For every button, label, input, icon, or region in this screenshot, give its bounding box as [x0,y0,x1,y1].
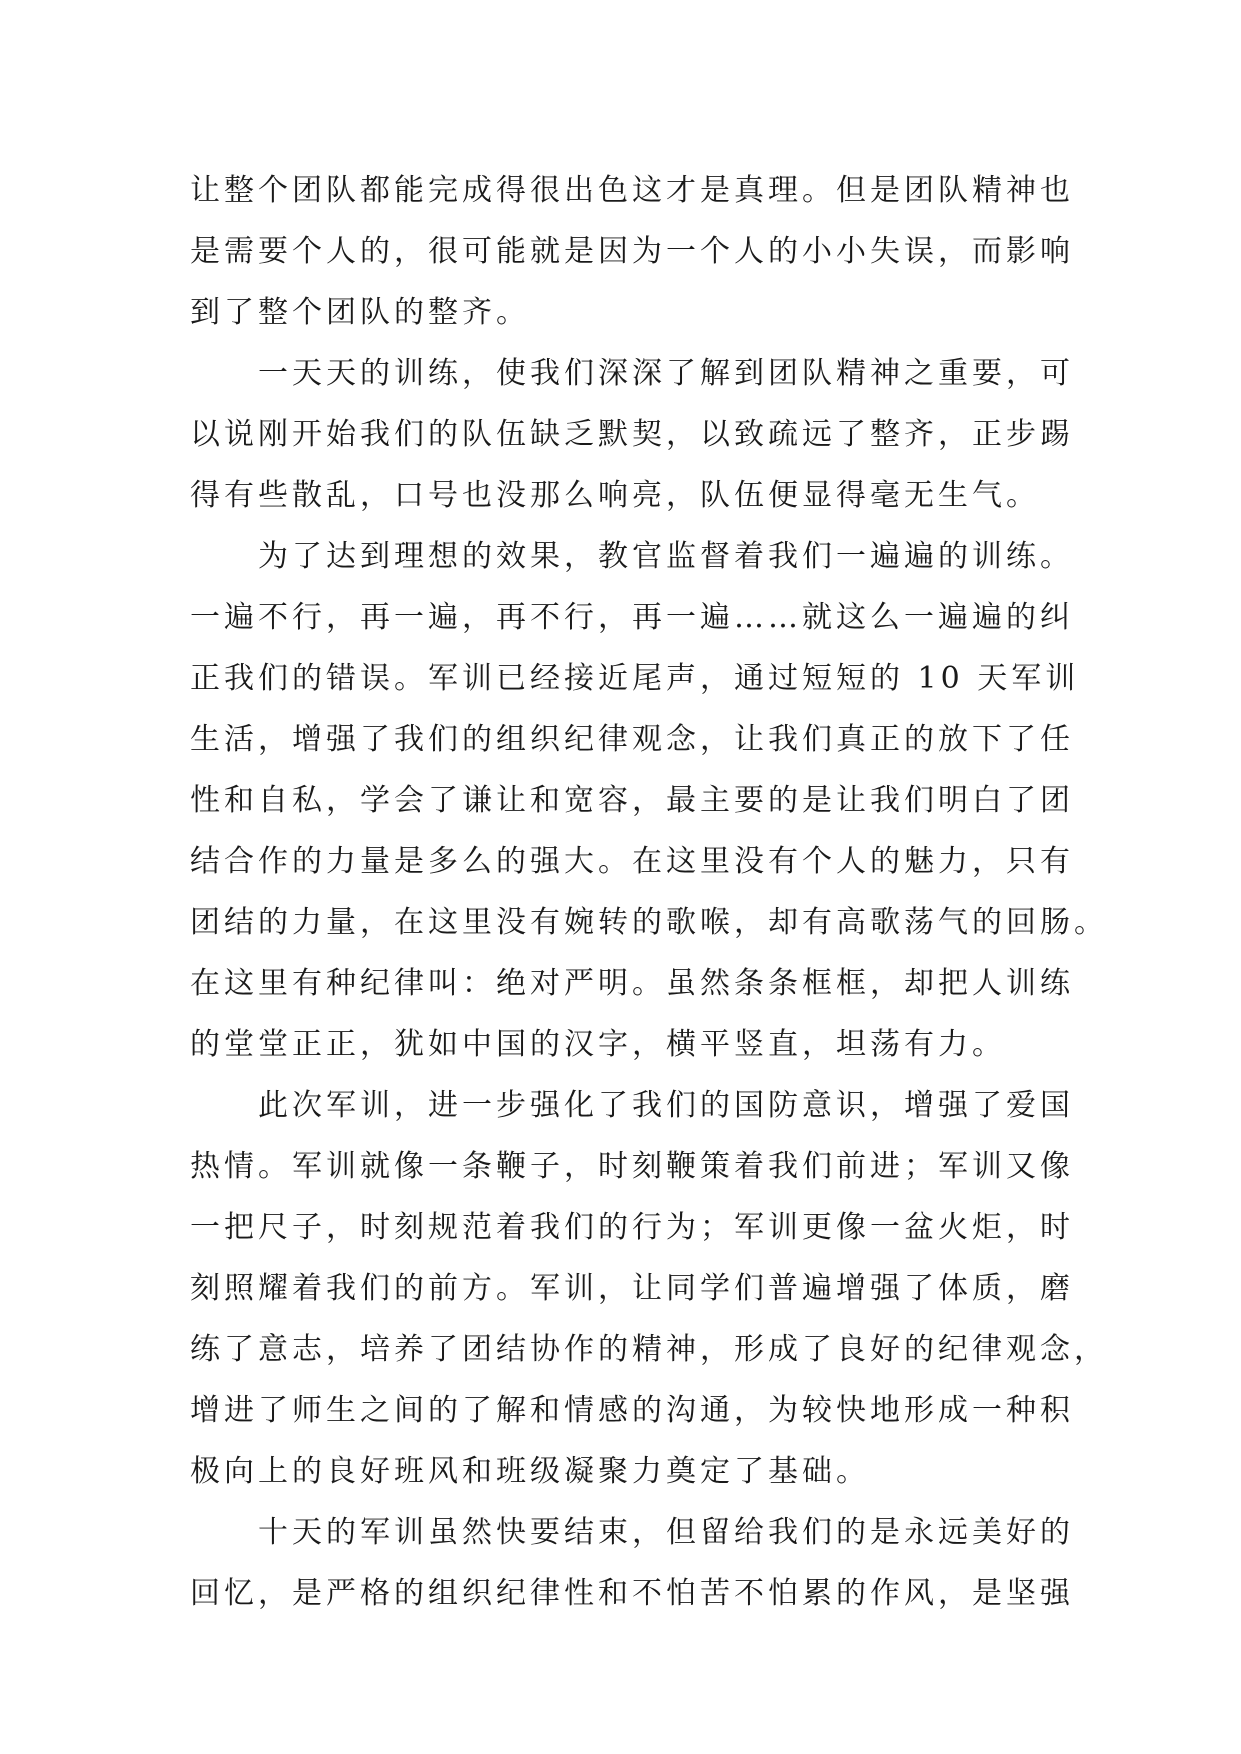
paragraph-first-line: 一天天的训练，使我们深深了解到团队精神之重要，可 [258,356,1074,391]
text-line: 以说刚开始我们的队伍缺乏默契，以致疏远了整齐，正步踢 [190,417,1074,452]
text-line: 增进了师生之间的了解和情感的沟通，为较快地形成一种积 [190,1393,1074,1428]
text-line: 让整个团队都能完成得很出色这才是真理。但是团队精神也 [190,173,1074,208]
text-line: 性和自私，学会了谦让和宽容，最主要的是让我们明白了团 [190,783,1074,818]
text-line: 一遍不行，再一遍，再不行，再一遍……就这么一遍遍的纠 [190,600,1074,635]
text-line: 练了意志，培养了团结协作的精神，形成了良好的纪律观念， [190,1332,1108,1367]
text-line: 回忆，是严格的组织纪律性和不怕苦不怕累的作风，是坚强 [190,1576,1074,1611]
text-line: 刻照耀着我们的前方。军训，让同学们普遍增强了体质，磨 [190,1271,1074,1306]
text-line: 团结的力量，在这里没有婉转的歌喉，却有高歌荡气的回肠。 [190,905,1108,940]
text-line: 正我们的错误。军训已经接近尾声，通过短短的 10 天军训 [190,661,1080,696]
paragraph-first-line: 十天的军训虽然快要结束，但留给我们的是永远美好的 [258,1515,1074,1550]
text-line: 在这里有种纪律叫：绝对严明。虽然条条框框，却把人训练 [190,966,1074,1001]
text-line: 到了整个团队的整齐。 [190,295,530,330]
paragraph-first-line: 此次军训，进一步强化了我们的国防意识，增强了爱国 [258,1088,1074,1123]
text-line: 热情。军训就像一条鞭子，时刻鞭策着我们前进；军训又像 [190,1149,1074,1184]
text-line: 是需要个人的，很可能就是因为一个人的小小失误，而影响 [190,234,1074,269]
text-line: 一把尺子，时刻规范着我们的行为；军训更像一盆火炬，时 [190,1210,1074,1245]
text-line: 得有些散乱，口号也没那么响亮，队伍便显得毫无生气。 [190,478,1040,513]
article-body [190,160,1108,1624]
text-line: 生活，增强了我们的组织纪律观念，让我们真正的放下了任 [190,722,1074,757]
text-line: 结合作的力量是多么的强大。在这里没有个人的魅力，只有 [190,844,1074,879]
paragraph-first-line: 为了达到理想的效果，教官监督着我们一遍遍的训练。 [258,539,1074,574]
text-line: 的堂堂正正，犹如中国的汉字，横平竖直，坦荡有力。 [190,1027,1006,1062]
text-line: 极向上的良好班风和班级凝聚力奠定了基础。 [190,1454,870,1489]
